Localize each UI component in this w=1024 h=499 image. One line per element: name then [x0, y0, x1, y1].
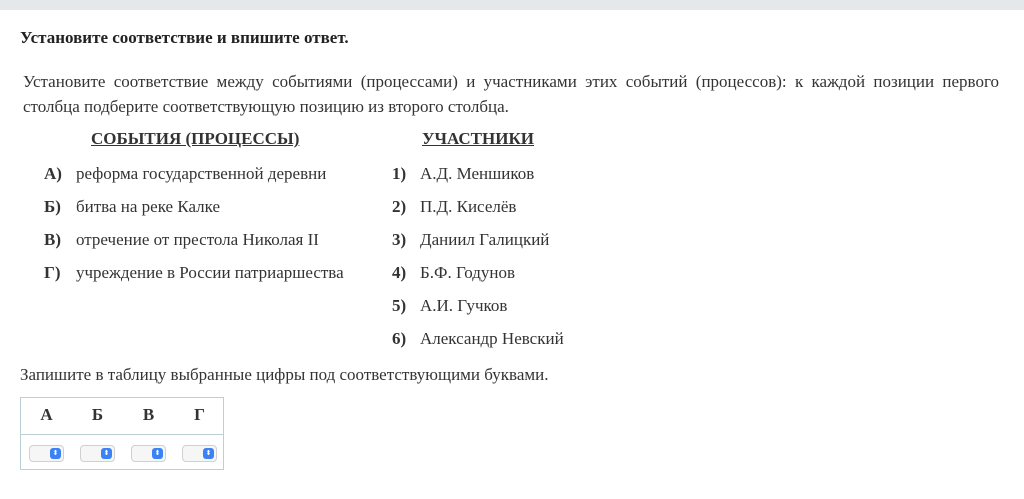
answer-select-a[interactable]: [29, 445, 64, 462]
select-arrows-icon: ⬍: [101, 448, 112, 459]
participant-key: 3): [392, 230, 407, 249]
participant-key: 6): [392, 329, 407, 348]
event-key: Г): [44, 263, 61, 282]
participant-text: А.Д. Меншиков: [420, 164, 535, 183]
participant-text: Б.Ф. Годунов: [420, 263, 516, 282]
select-arrows-icon: ⬍: [50, 448, 61, 459]
participant-text: А.И. Гучков: [420, 296, 508, 315]
answer-header-v: В: [142, 405, 155, 424]
participant-text: Даниил Галицкий: [420, 230, 550, 249]
participant-text: Александр Невский: [420, 329, 564, 348]
event-key: Б): [44, 197, 61, 216]
answer-table: [20, 397, 224, 470]
events-column-header: СОБЫТИЯ (ПРОЦЕССЫ): [91, 129, 300, 148]
top-bar: [0, 0, 1024, 10]
select-arrows-icon: ⬍: [203, 448, 214, 459]
participants-column-header: УЧАСТНИКИ: [422, 129, 534, 148]
answer-header-a: А: [40, 405, 53, 424]
event-key: В): [44, 230, 61, 249]
answer-select-g[interactable]: [182, 445, 217, 462]
event-text: отречение от престола Николая II: [76, 230, 319, 249]
instruction-heading: Установите соответствие и впишите ответ.: [20, 28, 349, 47]
event-key: А): [44, 164, 62, 183]
participant-key: 4): [392, 263, 407, 282]
event-text: учреждение в России патриаршества: [76, 263, 344, 282]
participant-key: 5): [392, 296, 407, 315]
task-text: Установите соответствие между событиями (процессами) и участниками этих событий (процессов): к каждой позиции первого столбца подберите соответствующую позицию из второго столбца.: [23, 72, 999, 116]
event-text: битва на реке Калке: [76, 197, 221, 216]
answer-table-header: [21, 398, 223, 435]
event-text: реформа государственной деревни: [76, 164, 327, 183]
select-arrows-icon: ⬍: [152, 448, 163, 459]
answer-select-b[interactable]: [80, 445, 115, 462]
write-note: Запишите в таблицу выбранные цифры под соответствующими буквами.: [20, 365, 549, 384]
answer-header-g: Г: [194, 405, 205, 424]
answer-header-b: Б: [91, 405, 104, 424]
participant-text: П.Д. Киселёв: [420, 197, 517, 216]
answer-select-v[interactable]: [131, 445, 166, 462]
participant-key: 1): [392, 164, 407, 183]
participant-key: 2): [392, 197, 407, 216]
